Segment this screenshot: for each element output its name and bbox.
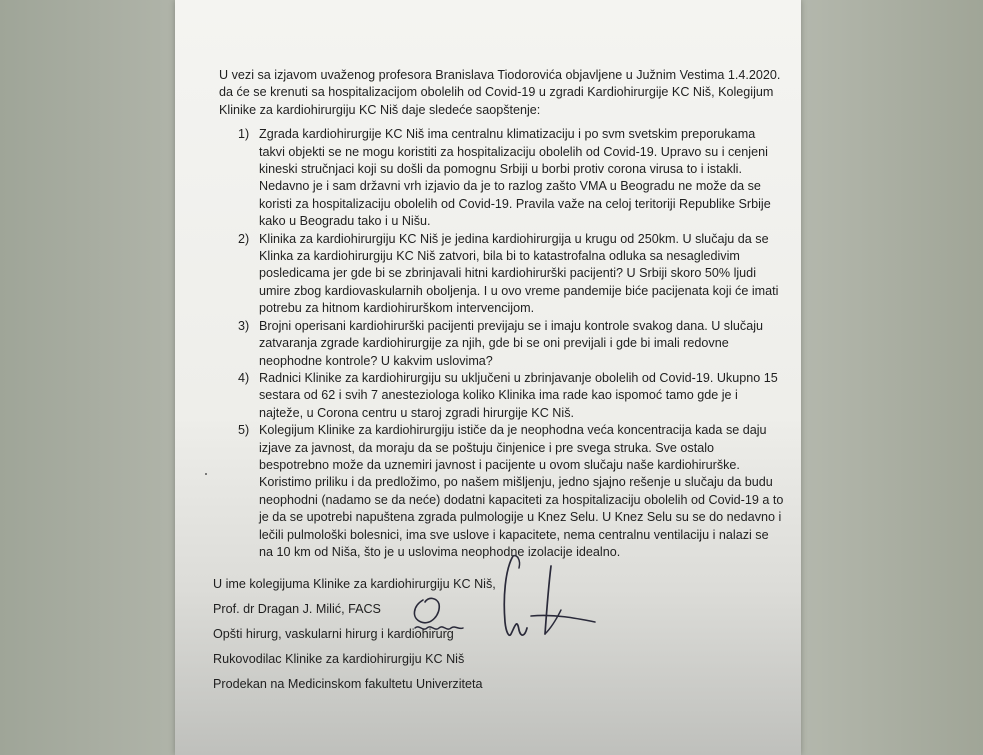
item-text: Zgrada kardiohirurgije KC Niš ima centralnu klimatizaciju i po svm svetskim preporukama takvi objekti se ne mogu koristiti za hospitalizaciju obolelih od Covid-19. Upravo su i cenjeni kineski stručnjaci koji su došli da pomognu Srbiji u borbi protiv corona virusa to i istakli. Nedavno je i sam državni vrh izjavio da je to razlog zašto VMA u Beogradu ne može da se koristi za hospitalizaciju obolelih od Covid-19. Pravila važe na celoj teritoriji Republike Srbije kako u Beogradu tako i u Nišu. xyxy=(259,127,771,229)
signature-line-title: Opšti hirurg, vaskularni hirurg i kardiohirurg xyxy=(213,627,454,641)
letter-body xyxy=(219,67,784,561)
list-item xyxy=(219,370,784,422)
list-item xyxy=(219,422,784,561)
list-item xyxy=(219,231,784,318)
list-item xyxy=(219,318,784,370)
item-number: 1) xyxy=(238,127,250,142)
item-text: Radnici Klinike za kardiohirurgiju su uključeni u zbrinjavanje obolelih od Covid-19. Ukupno 15 sestara od 62 i svih 7 anesteziologa koliko Klinika ima rade kao ispomoć tamo gde je i najteže, u Corona centru u staroj zgradi hirurgije KC Niš. xyxy=(259,370,778,420)
intro-paragraph: U vezi sa izjavom uvaženog profesora Branislava Tiodorovića objavljene u Južnim Vestima 1.4.2020. da će se krenuti sa hospitalizacijom obolelih od Covid-19 u zgradi Kardiohirurgije KC Niš, Kolegijum Klinike za kardiohirurgiju KC Niš daje sledeće saopštenje: xyxy=(219,68,781,117)
handwritten-signature xyxy=(405,548,615,658)
item-text: Klinika za kardiohirurgiju KC Niš je jedina kardiohirurgija u krugu od 250km. U slučaju da se Klinka za kardiohirurgiju KC Niš zatvori, bila bi to katastrofalna odluka sa nesagledivim posledicama jer gde bi se zbrinjavali hitni kardiohirurški pacijenti? U Srbiji skoro 50% ljudi umire zbog kardiovaskularnih oboljenja. I u ovo vreme pandemije biće pacijenata koji će imati potrebu za hitnom kardiohirurškom intervencijom. xyxy=(259,231,779,316)
numbered-list xyxy=(219,126,784,561)
item-number: 3) xyxy=(238,318,250,333)
item-number: 4) xyxy=(238,370,250,385)
item-number: 5) xyxy=(238,423,250,438)
letter-page xyxy=(175,0,801,755)
item-text: Brojni operisani kardiohirurški pacijenti previjaju se i imaju kontrole svakog dana. U slučaju zatvaranja zgrade kardiohirurgije za njih, gde bi se oni previjali i gde bi imali redovne neophodne kontrole? U kakvim uslovima? xyxy=(259,318,763,368)
list-item xyxy=(219,126,784,230)
signature-line-on-behalf: U ime kolegijuma Klinike za kardiohirurgiju KC Niš, xyxy=(213,577,496,591)
signature-line-name: Prof. dr Dragan J. Milić, FACS xyxy=(213,602,381,616)
item-number: 2) xyxy=(238,231,250,246)
signature-line-faculty: Prodekan na Medicinskom fakultetu Univerziteta xyxy=(213,677,483,691)
item-text: Kolegijum Klinike za kardiohirurgiju ističe da je neophodna veća koncentracija kada se daju izjave za javnost, da moraju da se poštuju činjenice i pre svega struka. Sve ostalo bespotrebno može da uznemiri javnost i pacijente u ovom slučaju naše kardiohirurške. Koristimo priliku i da predložimo, po našem mišljenju, jedno sjajno rešenje u slučaju da budu neophodni (nadamo se da neće) dodatni kapaciteti za hospitalizaciju obolelih od Covid-19 a to je da se upotrebi napuštena zgrada pulmologije u Knez Selu. U Knez Selu su se do nedavno i lečili pulmološki bolesnici, ima sve uslove i kapacitete, nema centralnu ventilaciju i nalazi se na 10 km od Niša, što je u uslovima neophodne izolacije idealno. xyxy=(259,423,784,559)
signature-line-position: Rukovodilac Klinike za kardiohirurgiju KC Niš xyxy=(213,652,465,666)
paper-speck xyxy=(205,473,207,475)
